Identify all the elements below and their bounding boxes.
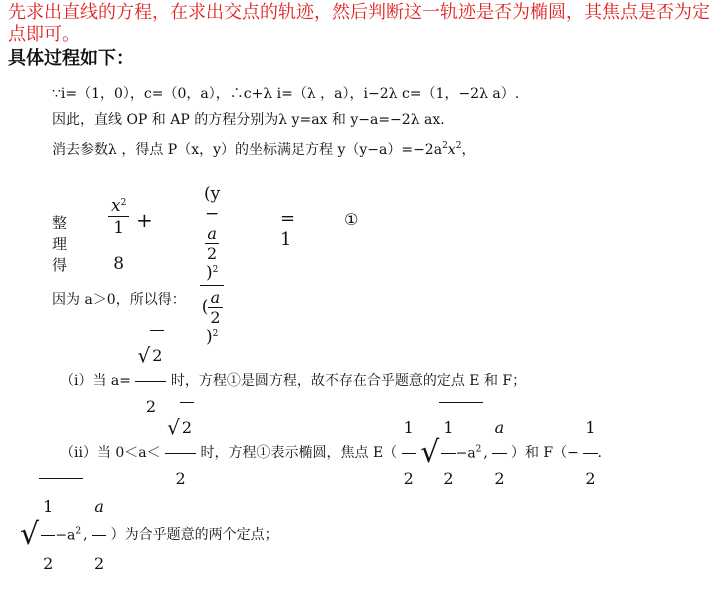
eq-close: ) — [205, 327, 213, 347]
eq-ya: (y − — [204, 184, 221, 224]
frac-num: 1 — [41, 479, 55, 536]
final-line — [20, 478, 279, 592]
sup: 2 — [475, 444, 482, 455]
solution-hint: 先求出直线的方程，在求出交点的轨迹，然后判断这一轨迹是否为椭圆，其焦点是否为定点即可。 — [8, 2, 710, 45]
frac-den: 2 — [210, 308, 221, 327]
one-half — [402, 403, 416, 504]
sqrt-expression: √ $\frac{1}{2}$ $-a^2$ — [420, 402, 483, 504]
eq-one: 1 — [113, 218, 125, 238]
eq-plus: + — [136, 208, 153, 232]
sup: 2 — [120, 198, 127, 208]
comma: , — [83, 527, 88, 543]
final-text: ）为合乎题意的两个定点； — [110, 527, 279, 543]
frac-num: a — [92, 479, 106, 536]
rad: 2 — [150, 330, 164, 381]
eq-equals: = 1 — [280, 208, 296, 250]
fraction-y-term — [200, 184, 224, 347]
one-half — [583, 403, 597, 504]
eq-x: x — [111, 196, 121, 216]
frac-den: 2 — [145, 397, 157, 416]
frac-num: a — [208, 288, 222, 308]
frac-num: 1 — [583, 403, 597, 454]
fraction-x2-over-1-8 — [108, 196, 129, 274]
frac-den: 2 — [585, 468, 596, 488]
frac-den: 2 — [403, 468, 414, 488]
minus-a: −a — [455, 445, 476, 462]
frac-den: 2 — [43, 554, 54, 573]
a-over-2 — [92, 479, 106, 592]
eq-close: ) — [205, 263, 213, 283]
minus-a: −a — [55, 527, 76, 544]
frac-den: 2 — [443, 469, 454, 488]
sup: 2 — [75, 526, 82, 537]
frac-den: 2 — [94, 553, 105, 573]
rad: 2 — [180, 402, 194, 453]
case2-mid: 时，方程①表示椭圆，焦点 E（ — [200, 445, 398, 461]
frac-den: 2 — [494, 468, 505, 488]
eq-open: ( — [201, 297, 209, 317]
sqrt-expression: √ $\frac{1}{2}$ $-a^2$ — [20, 478, 83, 592]
frac-num: a — [205, 224, 219, 244]
vector-line: ∵i=（1，0），c=（0，a），∴c+λ i=（λ ，a），i−2λ c=（1，−2λ a）. — [52, 86, 520, 102]
eq-eight: 8 — [113, 254, 125, 274]
line3-end: ， — [461, 142, 476, 158]
frac-den: 2 — [207, 244, 218, 263]
because-line: 因为 a＞0，所以得： — [52, 292, 186, 308]
eq-label: 整理得 — [52, 214, 68, 274]
sup: 2 — [455, 141, 462, 151]
a-over-2-den — [208, 288, 222, 327]
sqrt2-over-2: $\frac{√ 2}{2}$ — [165, 402, 196, 504]
frac-den: 2 — [175, 469, 186, 488]
sup: 2 — [442, 141, 448, 151]
frac-num: 1 — [441, 403, 455, 454]
lines-equation: 因此，直线 OP 和 AP 的方程分别为λ y=ax 和 y−a=−2λ ax. — [52, 112, 445, 128]
case2-F: ）和 F（− — [510, 445, 579, 461]
line3-text: 消去参数λ ，得点 P（x，y）的坐标满足方程 y（y−a）=−2a — [52, 142, 443, 158]
frac-num: a — [492, 403, 506, 454]
process-title: 具体过程如下： — [8, 48, 134, 69]
eliminate-parameter-line — [52, 136, 475, 160]
sup: 2 — [212, 329, 219, 339]
a-over-2 — [492, 403, 506, 504]
sqrt2-over-2: $\frac{√ 2}{2}$ — [135, 330, 166, 432]
case1-end: 时，方程①是圆方程，故不存在合乎题意的定点 E 和 F； — [170, 373, 527, 389]
sup: 2 — [212, 265, 219, 275]
period: . — [597, 445, 602, 461]
comma: , — [483, 445, 488, 461]
line3-x: x — [447, 142, 456, 158]
frac-num: 1 — [402, 403, 416, 454]
equation-number: ① — [344, 210, 359, 229]
case2-start: （ii）当 0＜a＜ — [60, 445, 161, 461]
case1-start: （i）当 a= — [60, 373, 132, 389]
a-over-2 — [205, 224, 219, 263]
